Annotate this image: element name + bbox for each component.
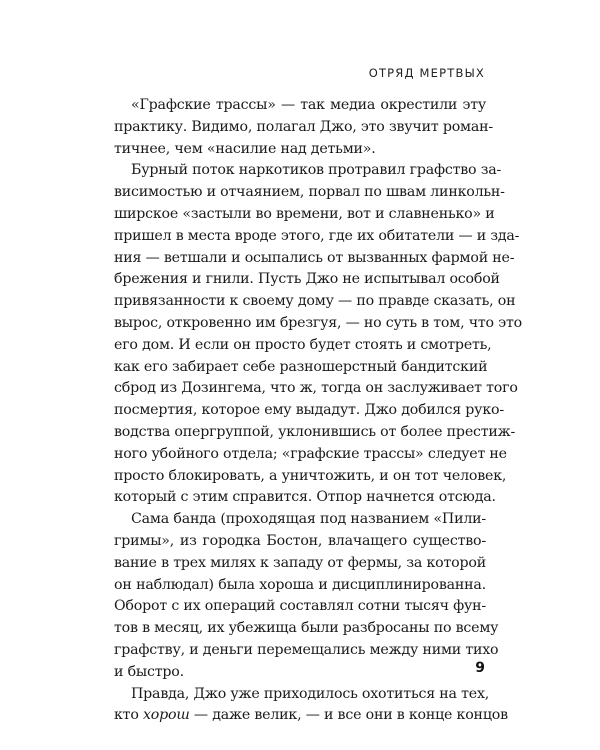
- text-line: тичнее, чем «насилие над детьми».: [114, 140, 376, 157]
- text-line: как его забирает себе разношерстный бандитский: [114, 358, 488, 375]
- text-fragment: кто: [114, 707, 139, 724]
- text-line: графству, и деньги перемещались между ними тихо: [114, 641, 499, 658]
- text-line: Оборот с их операций составлял сотни тысяч фун-: [114, 598, 486, 615]
- text-line: [114, 705, 508, 727]
- text-line: Бурный поток наркотиков протравил графство за-: [131, 162, 502, 179]
- text-line: его дом. И если он просто будет стоять и смотреть,: [114, 336, 492, 353]
- text-line: вание в трех милях к западу от фермы, за которой: [114, 554, 486, 571]
- italic-word: хорош: [142, 707, 190, 724]
- text-line: который с этим справится. Отпор начнется отсюда.: [114, 489, 496, 506]
- text-line: пришел в места вроде этого, где их обитатели — и зда-: [114, 227, 520, 244]
- text-line: тов в месяц, их убежища были разбросаны по всему: [114, 620, 499, 637]
- text-fragment: — даже велик, — и все они в конце концов: [193, 707, 508, 724]
- text-line: практику. Видимо, полагал Джо, это звучит роман-: [114, 118, 493, 135]
- text-line: Правда, Джо уже приходилось охотиться на тех,: [131, 685, 490, 702]
- text-line: и быстро.: [114, 663, 184, 680]
- text-line: просто блокировать, а уничтожить, и он тот человек,: [114, 467, 507, 484]
- body-text: [114, 95, 522, 727]
- text-line: ного убойного отдела; «графские трассы» следует не: [114, 445, 507, 462]
- text-line: он наблюдал) была хороша и дисциплинированна.: [114, 576, 486, 593]
- text-line: сброд из Дозингема, что ж, тогда он заслуживает того: [114, 380, 518, 397]
- text-line: висимостью и отчаянием, порвал по швам линкольн-: [114, 184, 505, 201]
- text-line: водства опергруппой, уклонившись от более престиж-: [114, 423, 516, 440]
- text-line: посмертия, которое ему выдадут. Джо добился руко-: [114, 402, 504, 419]
- text-line: ния — ветшали и осыпались от вызванных фармой не-: [114, 249, 515, 266]
- running-header: ОТРЯД МЕРТВЫХ: [368, 66, 485, 80]
- text-line: брежения и гнили. Пусть Джо не испытывал особой: [114, 271, 500, 288]
- text-line: «Графские трассы» — так медиа окрестили эту: [131, 97, 486, 113]
- text-line: Сама банда (проходящая под названием «Пили-: [131, 511, 486, 528]
- text-line: ширское «застыли во времени, вот и славненько» и: [114, 205, 495, 222]
- page-number: 9: [475, 660, 485, 676]
- text-line: вырос, откровенно им брезгуя, — но суть в том, что это: [114, 314, 522, 331]
- text-line: привязанности к своему дому — по правде сказать, он: [114, 293, 516, 310]
- text-line: гримы», из городка Бостон, влачащего существо-: [114, 532, 486, 549]
